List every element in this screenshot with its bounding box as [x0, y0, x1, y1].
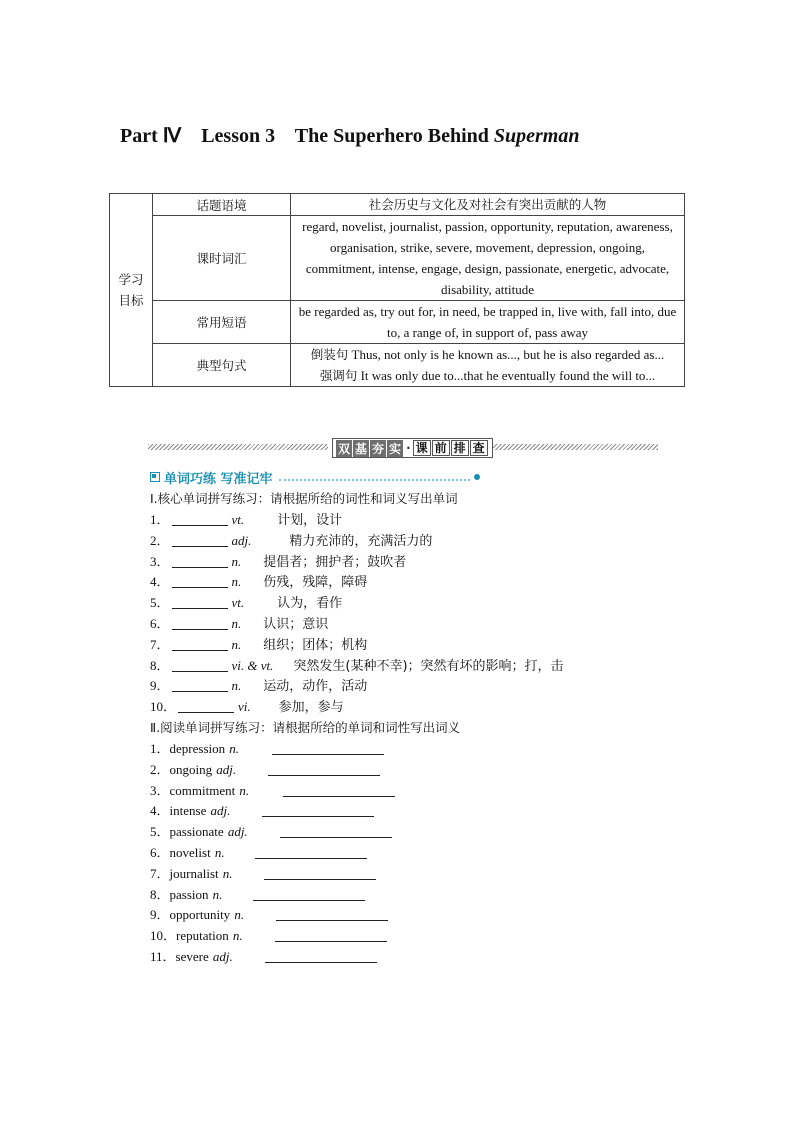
item-pos: n. — [229, 741, 240, 756]
item-number: 7． — [150, 865, 170, 881]
lesson-title — [120, 123, 579, 148]
answer-blank[interactable] — [172, 532, 228, 547]
item-word: journalist — [169, 865, 219, 881]
item-pos: n. — [214, 845, 225, 860]
part1-heading: Ⅰ.核心单词拼写练习：请根据所给的词性和词义写出单词 — [150, 491, 458, 506]
item-pos: adj. — [212, 949, 233, 964]
banner-char: 基 — [355, 441, 368, 456]
answer-blank[interactable] — [172, 553, 228, 568]
sentence-tag: 倒装句 — [310, 347, 349, 362]
core-word-item — [150, 612, 328, 632]
item-number: 9． — [150, 678, 170, 694]
item-meaning: 参加，参与 — [278, 700, 344, 716]
core-word-item — [150, 695, 344, 715]
core-word-item — [150, 633, 367, 653]
core-word-item — [150, 508, 342, 528]
goals-row-key: 课时词汇 — [153, 216, 291, 301]
reading-word-item — [150, 883, 222, 903]
answer-line[interactable] — [283, 782, 395, 797]
part2-heading: Ⅱ.阅读单词拼写练习：请根据所给的单词和词性写出词义 — [150, 720, 461, 735]
reading-word-item — [150, 758, 236, 778]
item-pos: vi. — [238, 699, 251, 715]
item-number: 8． — [150, 886, 170, 902]
item-number: 4． — [150, 803, 170, 819]
item-meaning: 精力充沛的，充满活力的 — [289, 533, 433, 549]
item-meaning: 计划，设计 — [277, 513, 343, 528]
item-word: intense — [169, 803, 207, 819]
item-pos: adj. — [231, 532, 252, 548]
item-meaning: 运动，动作，活动 — [263, 679, 368, 695]
answer-line[interactable] — [275, 927, 387, 942]
banner-char: 排 — [451, 440, 469, 456]
goals-row-key: 话题语境 — [153, 194, 291, 216]
answer-line[interactable] — [253, 886, 365, 901]
item-pos: adj. — [210, 803, 231, 819]
item-pos: n. — [222, 865, 233, 881]
title-name: The Superhero Behind — [294, 125, 489, 147]
core-word-item — [150, 529, 432, 549]
banner-char: 课 — [413, 440, 431, 456]
item-pos: n. — [231, 678, 242, 694]
item-pos: adj. — [227, 824, 248, 840]
banner-char: 查 — [470, 440, 488, 456]
item-word: novelist — [169, 845, 211, 860]
answer-blank[interactable] — [172, 594, 228, 609]
answer-line[interactable] — [255, 844, 367, 859]
banner-char: 双 — [338, 441, 351, 456]
answer-line[interactable] — [280, 823, 392, 838]
goals-row-value: be regarded as, try out for, in need, be trapped in, live with, fall into, due to, a range of, in support of, pass away — [291, 301, 685, 344]
core-word-item — [150, 674, 367, 694]
answer-blank[interactable] — [172, 573, 228, 588]
section-banner — [148, 437, 658, 457]
reading-word-item — [150, 737, 239, 757]
item-number: 10． — [150, 699, 177, 715]
answer-blank[interactable] — [178, 698, 234, 713]
dotted-rule — [279, 479, 470, 481]
item-meaning: 组织；团体；机构 — [263, 637, 368, 653]
item-number: 5． — [150, 595, 170, 611]
item-meaning: 伤残，残障，障碍 — [263, 575, 368, 591]
sentence-tag: 强调句 — [319, 368, 358, 383]
item-meaning: 提倡者；拥护者；鼓吹者 — [263, 554, 407, 570]
item-meaning: 突然发生(某种不幸)；突然有坏的影响；打，击 — [293, 658, 564, 674]
answer-line[interactable] — [265, 948, 377, 963]
item-word: severe — [175, 949, 209, 964]
core-word-item — [150, 654, 564, 674]
banner-hatch-left — [148, 444, 328, 450]
dot-icon — [474, 474, 480, 480]
answer-line[interactable] — [264, 865, 376, 880]
reading-word-item — [150, 841, 225, 861]
item-number: 10． — [150, 928, 177, 944]
item-word: passionate — [169, 824, 224, 840]
reading-word-item — [150, 779, 249, 799]
answer-line[interactable] — [268, 761, 380, 776]
reading-word-item — [150, 862, 233, 882]
item-pos: adj. — [216, 761, 237, 777]
item-pos: n. — [234, 907, 245, 923]
item-word: depression — [169, 741, 226, 756]
item-pos: vi. & vt. — [231, 657, 274, 673]
item-pos: n. — [239, 782, 250, 798]
item-pos: n. — [231, 636, 242, 652]
title-part: Part Ⅳ — [120, 125, 182, 147]
item-number: 5． — [150, 824, 170, 840]
goals-row-value — [291, 194, 685, 216]
section-heading — [150, 468, 480, 486]
item-number: 3． — [150, 782, 170, 798]
reading-word-item — [150, 924, 243, 944]
goals-label: 学习目标 — [110, 194, 153, 387]
item-pos: n. — [231, 553, 242, 569]
learning-goals-table — [109, 193, 685, 387]
core-word-item — [150, 591, 342, 611]
item-pos: n. — [231, 616, 242, 631]
item-pos: n. — [232, 928, 243, 944]
answer-blank[interactable] — [172, 677, 228, 692]
item-number: 6． — [150, 845, 170, 860]
reading-word-item — [150, 799, 230, 819]
item-number: 1． — [150, 741, 170, 756]
item-number: 2． — [150, 532, 170, 548]
reading-word-item — [150, 945, 233, 965]
item-number: 6． — [150, 616, 170, 631]
banner-char: 夯 — [372, 441, 385, 456]
item-number: 7． — [150, 636, 170, 652]
answer-line[interactable] — [272, 740, 384, 755]
item-pos: n. — [212, 886, 223, 902]
answer-blank[interactable] — [172, 615, 228, 630]
answer-blank[interactable] — [172, 657, 228, 672]
item-number: 3． — [150, 553, 170, 569]
answer-blank[interactable] — [172, 636, 228, 651]
item-word: passion — [169, 886, 209, 902]
item-number: 9． — [150, 907, 170, 923]
goals-row-key: 常用短语 — [153, 301, 291, 344]
item-word: commitment — [169, 782, 236, 798]
answer-line[interactable] — [276, 906, 388, 921]
core-word-item — [150, 550, 406, 570]
sentence-text: It was only due to...that he eventually found the will to... — [357, 368, 656, 383]
banner-char: 前 — [432, 440, 450, 456]
banner-separator: · — [406, 441, 411, 455]
title-name-italic: Superman — [493, 125, 580, 147]
reading-word-item — [150, 903, 244, 923]
title-lesson: Lesson 3 — [201, 125, 276, 147]
sentence-text: Thus, not only is he known as..., but he is also regarded as... — [348, 347, 665, 362]
core-word-item — [150, 570, 367, 590]
item-number: 2． — [150, 761, 170, 777]
item-meaning: 认识；意识 — [263, 617, 329, 632]
item-pos: vt. — [231, 595, 245, 611]
answer-line[interactable] — [262, 802, 374, 817]
answer-blank[interactable] — [172, 511, 228, 526]
item-meaning: 认为，看作 — [277, 596, 343, 612]
square-icon — [150, 472, 160, 482]
item-word: opportunity — [169, 907, 231, 923]
item-number: 8． — [150, 657, 170, 673]
banner-hatch-right — [488, 444, 658, 450]
item-number: 1． — [150, 512, 170, 527]
banner-char: 实 — [389, 441, 402, 456]
item-number: 11． — [150, 949, 176, 964]
banner-label — [332, 438, 493, 458]
section-title: 单词巧练 写准记牢 — [164, 471, 273, 487]
goals-row-value: regard, novelist, journalist, passion, opportunity, reputation, awareness, organisation, strike, severe, movement, depression, ongoing, commitment, intense, engage, design, passionate, energetic, advocate, disability, attitude — [291, 216, 685, 301]
item-word: ongoing — [169, 761, 213, 777]
reading-word-item — [150, 820, 248, 840]
item-number: 4． — [150, 574, 170, 590]
goals-row-key: 典型句式 — [153, 344, 291, 387]
goals-row-value — [291, 344, 685, 387]
item-word: reputation — [176, 928, 229, 944]
item-pos: n. — [231, 574, 242, 590]
topic-text: 社会历史与文化及对社会有突出贡献的人物 — [368, 197, 607, 212]
item-pos: vt. — [231, 512, 245, 527]
